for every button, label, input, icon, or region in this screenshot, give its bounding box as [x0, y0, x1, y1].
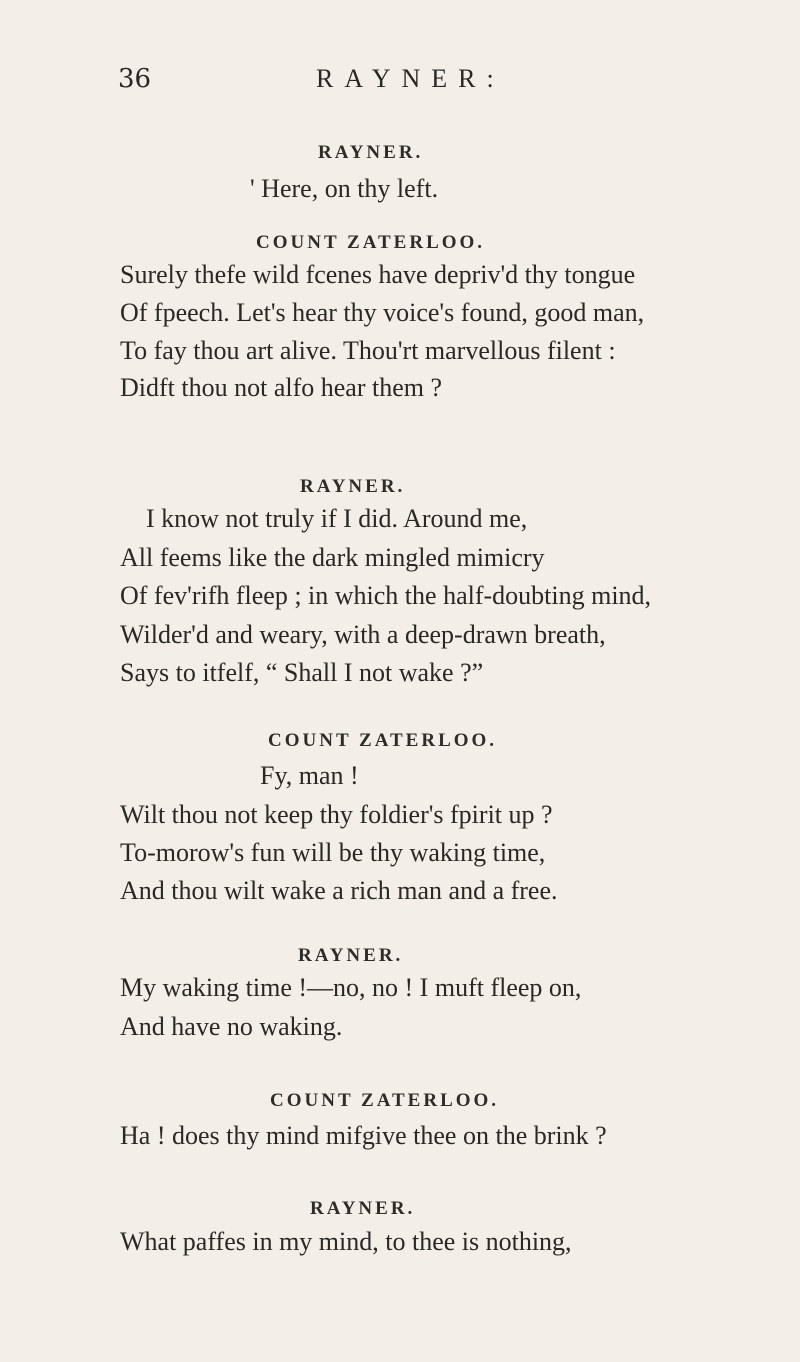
running-head — [118, 64, 678, 104]
verse-line: To-morow's fun will be thy waking time, — [120, 838, 546, 867]
speaker-heading: COUNT ZATERLOO. — [268, 730, 498, 751]
speaker-heading: RAYNER. — [310, 1198, 416, 1219]
speaker-heading: RAYNER. — [298, 945, 404, 966]
verse-line: And thou wilt wake a rich man and a free. — [120, 876, 558, 905]
verse-line: Surely thefe wild fcenes have depriv'd thy tongue — [120, 260, 636, 289]
running-title: RAYNER: — [316, 64, 505, 93]
speaker-heading: COUNT ZATERLOO. — [256, 232, 486, 253]
verse-line: Wilder'd and weary, with a deep-drawn breath, — [120, 620, 606, 649]
verse-line: My waking time !—no, no ! I muft fleep on, — [120, 973, 582, 1002]
verse-line: Fy, man ! — [260, 761, 359, 790]
page-number: 36 — [118, 64, 152, 94]
verse-line: Of fpeech. Let's hear thy voice's found, good man, — [120, 298, 645, 327]
verse-line: Of fev'rifh fleep ; in which the half-doubting mind, — [120, 581, 652, 610]
verse-line: Didft thou not alfo hear them ? — [120, 373, 443, 402]
verse-line: And have no waking. — [120, 1012, 343, 1041]
verse-line: ' Here, on thy left. — [250, 174, 439, 203]
verse-line: Ha ! does thy mind mifgive thee on the brink ? — [120, 1121, 607, 1150]
verse-line: I know not truly if I did. Around me, — [146, 504, 528, 533]
verse-line: To fay thou art alive. Thou'rt marvellous filent : — [120, 336, 616, 365]
verse-line: All feems like the dark mingled mimicry — [120, 543, 545, 572]
speaker-heading: RAYNER. — [300, 476, 406, 497]
speaker-heading: RAYNER. — [318, 142, 424, 163]
speaker-heading: COUNT ZATERLOO. — [270, 1090, 500, 1111]
verse-line: Says to itfelf, “ Shall I not wake ?” — [120, 658, 484, 687]
verse-line: Wilt thou not keep thy foldier's fpirit up ? — [120, 800, 553, 829]
verse-line: What paffes in my mind, to thee is nothing, — [120, 1227, 572, 1256]
